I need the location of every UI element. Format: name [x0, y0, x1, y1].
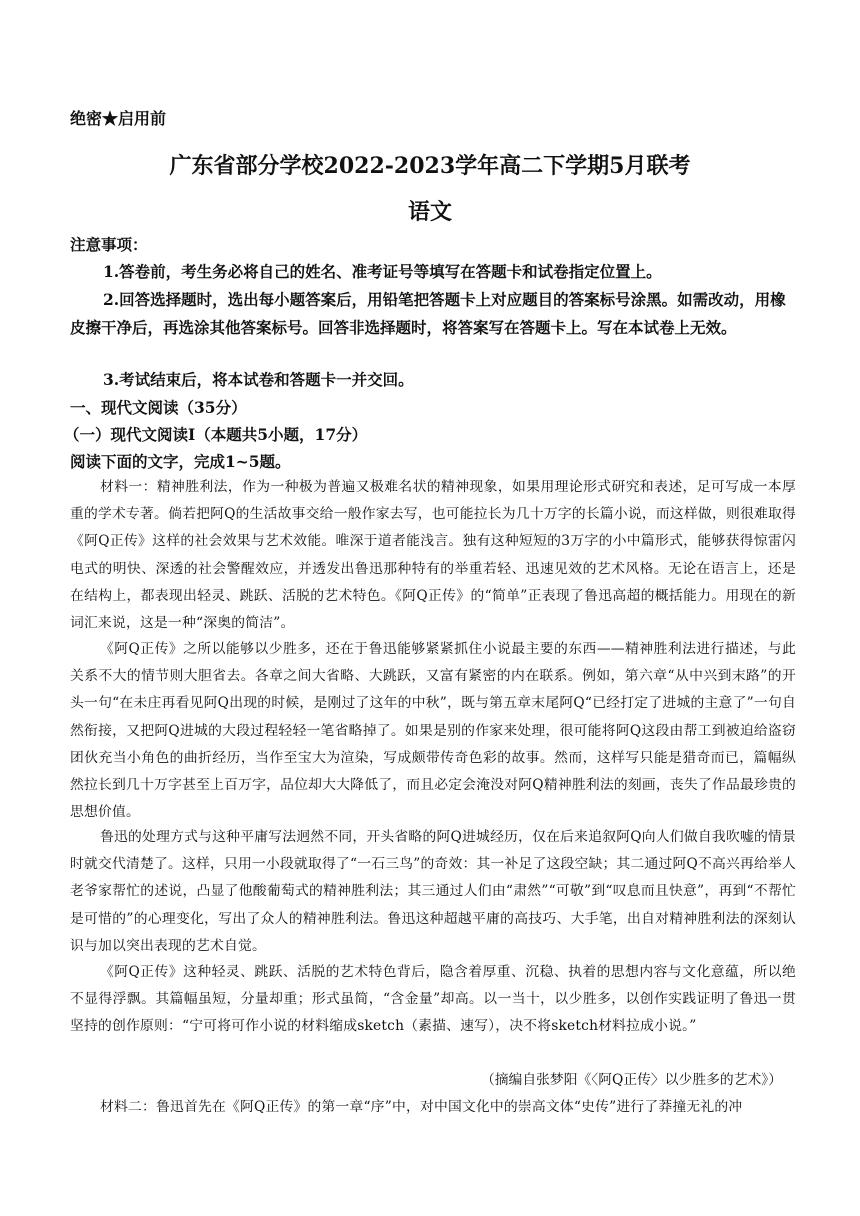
note-item: 3.考试结束后，将本试卷和答题卡一并交回。 — [103, 370, 414, 389]
note-item: 1.答卷前，考生务必将自己的姓名、准考证号等填写在答题卡和试卷指定位置上。 — [103, 262, 662, 281]
subject-title: 语文 — [407, 199, 452, 225]
material-paragraph: 材料一：精神胜利法，作为一种极为普遍又极难名状的精神现象，如果用理论形式研究和表述，足可写成一本厚重的学术专著。倘若把阿Q的生活故事交给一般作家去写，也可能拉长为几十万字的长篇小说，而这样做，则很难取得《阿Q正传》这样的社会效果与艺术效能。唯深于道者能浅言。独有这种短短的3万字的小中篇形式，能够获得惊雷闪电式的明快、深透的社会警醒效应，并透发出鲁迅那种特有的举重若轻、迅速见效的艺术风格。无论在语言上，还是在结构上，都表现出轻灵、跳跃、活脱的艺术特色。《阿Q正传》的“简单”正表现了鲁迅高超的概括能力。用现在的新词汇来说，这是一种“深奥的简洁”。 — [70, 479, 796, 632]
exam-title: 广东省部分学校2022-2023学年高二下学期5月联考 — [169, 153, 691, 179]
material-paragraph: 《阿Q正传》这种轻灵、跳跃、活脱的艺术特色背后，隐含着厚重、沉稳、执着的思想内容与文化意蕴，所以绝不显得浮飘。其篇幅虽短，分量却重；形式虽简，“含金量”却高。以一当十，以少胜多，以创作实践证明了鲁迅一贯坚持的创作原则：“宁可将可作小说的材料缩成sketch（素描、速写），决不将sketch材料拉成小说。” — [70, 964, 796, 1035]
sub-heading: （一）现代文阅读I（本题共5小题，17分） — [64, 425, 368, 444]
material-paragraph: 《阿Q正传》之所以能够以少胜多，还在于鲁迅能够紧紧抓住小说最主要的东西——精神胜利法进行描述，与此关系不大的情节则大胆省去。各章之间大省略、大跳跃，又富有紧密的内在联系。例如，第六章“从中兴到末路”的开头一句“在未庄再看见阿Q出现的时候，是刚过了这年的中秋”，既与第五章末尾阿Q“已经打定了进城的主意了”一句自然衔接，又把阿Q进城的大段过程轻轻一笔省略掉了。如果是别的作家来处理，很可能将阿Q这段由帮工到被迫给盗窃团伙充当小角色的曲折经历，当作至宝大为渲染，写成颇带传奇色彩的故事。然而，这样写只能是猎奇而已，篇幅纵然拉长到几十万字甚至上百万字，品位却大大降低了，而且必定会淹没对阿Q精神胜利法的刻画，丧失了作品最珍贵的思想价值。 — [70, 641, 796, 821]
note-item: 2.回答选择题时，选出每小题答案后，用铅笔把答题卡上对应题目的答案标号涂黑。如需改动，用橡皮擦干净后，再选涂其他答案标号。回答非选择题时，将答案写在答题卡上。写在本试卷上无效。 — [70, 290, 786, 337]
material-paragraph: 鲁迅的处理方式与这种平庸写法迥然不同，开头省略的阿Q进城经历，仅在后来追叙阿Q向人们做自我吹嘘的情景时就交代清楚了。这样，只用一小段就取得了“一石三鸟”的奇效：其一补足了这段空缺；其二通过阿Q不高兴再给举人老爷家帮忙的述说，凸显了他酸葡萄式的精神胜利法；其三通过人们由“肃然”“可敬”到“叹息而且快意”，再到“不帮忙是可惜的”的心理变化，写出了众人的精神胜利法。鲁迅这种超越平庸的高技巧、大手笔，出自对精神胜利法的深刻认识与加以突出表现的艺术自觉。 — [70, 829, 796, 954]
confidential-label: 绝密★启用前 — [70, 109, 167, 128]
part-heading: 一、现代文阅读（35分） — [70, 398, 247, 417]
notes-heading: 注意事项： — [70, 235, 148, 254]
source-citation: （摘编自张梦阳《〈阿Q正传〉以少胜多的艺术》） — [480, 1072, 782, 1088]
material-two-start: 材料二：鲁迅首先在《阿Q正传》的第一章“序”中，对中国文化中的崇高文体“史传”进行了莽撞无礼的冲 — [100, 1099, 743, 1115]
reading-instruction: 阅读下面的文字，完成1~5题。 — [70, 452, 291, 471]
